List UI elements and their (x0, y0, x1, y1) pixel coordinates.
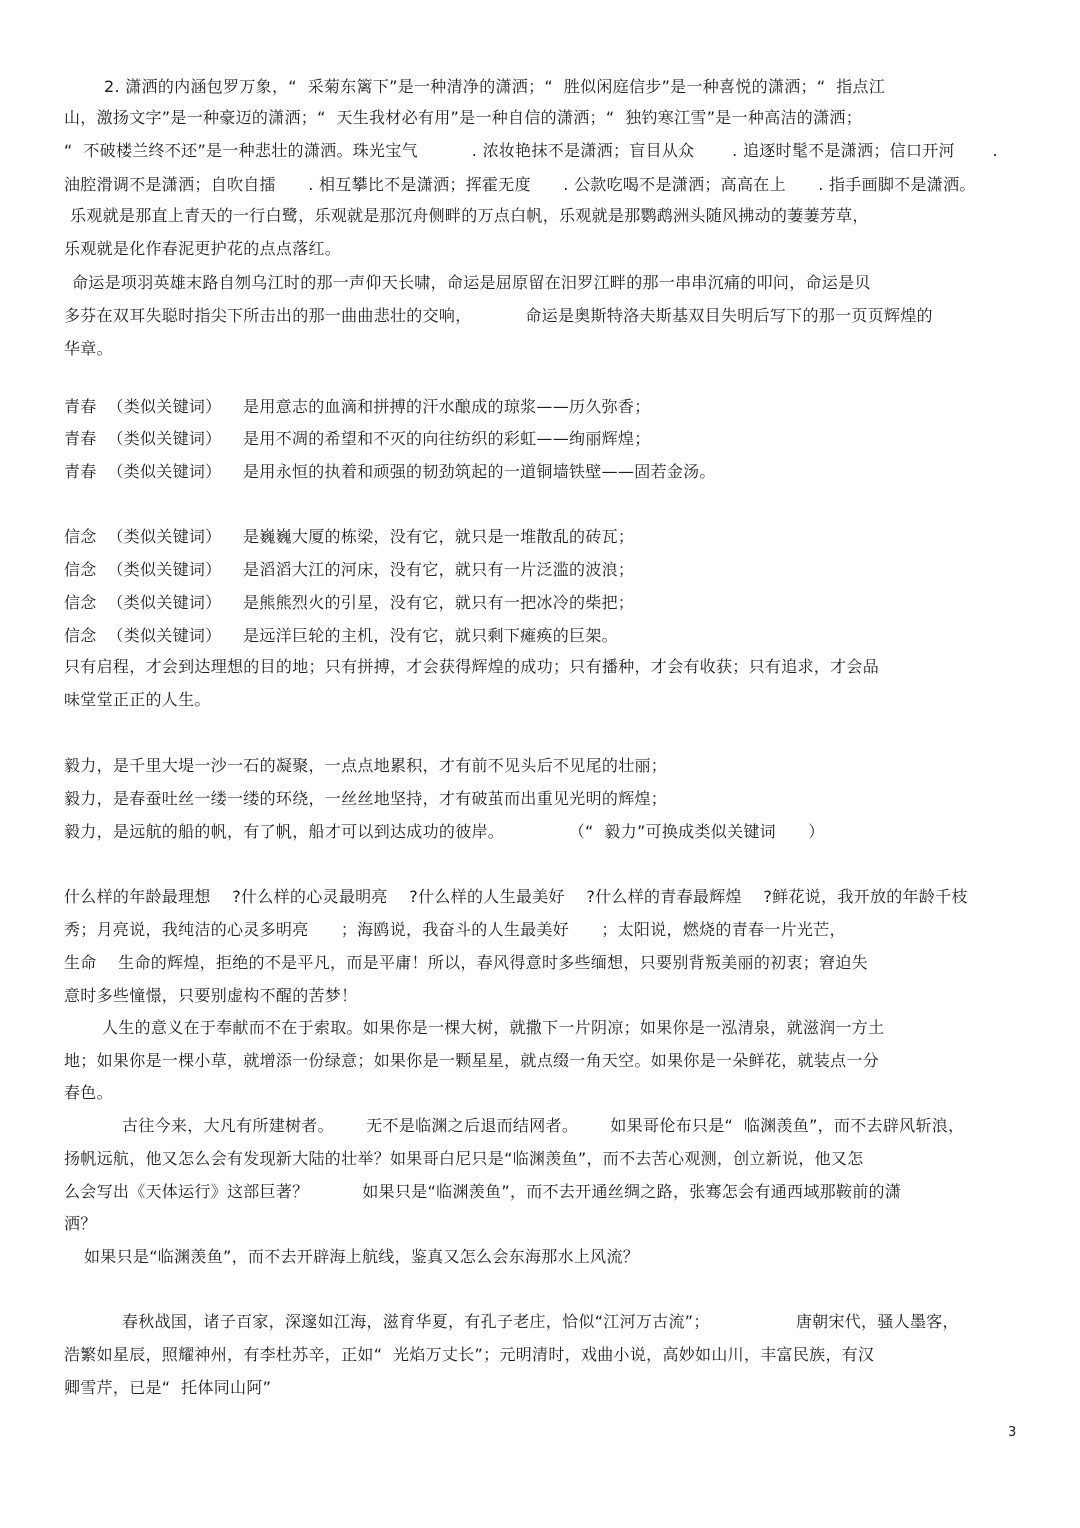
text-line: 青春 （类似关键词） 是用不凋的希望和不灭的向往纺织的彩虹——绚丽辉煌； (64, 429, 651, 448)
text-line: 命运是项羽英雄末路自刎乌江时的那一声仰天长啸，命运是屈原留在汨罗江畔的那一串串沉痛的叩问，命运是贝 (72, 273, 871, 292)
text-line: 味堂堂正正的人生。 (64, 690, 211, 709)
text-line: 信念 （类似关键词） 是熊熊烈火的引星，没有它，就只有一把冰冷的柴把； (64, 593, 635, 612)
text-line: 信念 （类似关键词） 是滔滔大江的河床，没有它，就只有一片泛滥的波浪； (64, 560, 635, 579)
text-line: 乐观就是化作春泥更护花的点点落红。 (64, 239, 342, 258)
text-line: 秀；月亮说，我纯洁的心灵多明亮 ；海鸥说，我奋斗的人生最美好 ；太阳说，燃烧的青春一片光芒， (64, 920, 846, 939)
text-line: 春秋战国，诸子百家，深邃如江海，滋育华夏，有孔子老庄，恰似“江河万古流”； 唐朝宋代，骚人墨客， (122, 1312, 959, 1331)
text-line: 青春 （类似关键词） 是用永恒的执着和顽强的韧劲筑起的一道铜墙铁壁——固若金汤。 (64, 462, 716, 481)
text-line: 如果只是“临渊羡鱼”，而不去开辟海上航线，鉴真又怎么会东海那水上风流？ (84, 1247, 640, 1266)
text-line: 扬帆远航，他又怎么会有发现新大陆的壮举？如果哥白尼只是“临渊羡鱼”，而不去苦心观测，创立新说，他又怎 (64, 1149, 864, 1168)
text-line: 洒？ (64, 1214, 97, 1233)
text-line: 多芬在双耳失聪时指尖下所击出的那一曲曲悲壮的交响， 命运是奥斯特洛夫斯基双目失明后写下的那一页页辉煌的 (64, 306, 933, 325)
text-line: 2. 潇洒的内涵包罗万象，“ 采菊东篱下”是一种清净的潇洒；“ 胜似闲庭信步”是一种喜悦的潇洒；“ 指点江 (104, 77, 886, 96)
text-line: 毅力，是远航的船的帆，有了帆，船才可以到达成功的彼岸。 （“ 毅力”可换成类似关键词 ） (64, 822, 825, 841)
text-line: 意时多些憧憬，只要别虚构不醒的苦梦！ (64, 986, 358, 1005)
text-line: 山，激扬文字”是一种豪迈的潇洒；“ 天生我材必有用”是一种自信的潇洒；“ 独钓寒江雪”是一种高洁的潇洒； (64, 108, 862, 127)
text-line: “ 不破楼兰终不还”是一种悲壮的潇洒。珠光宝气 . 浓妆艳抹不是潇洒；盲目从众 . 追逐时髦不是潇洒；信口开河 . (64, 141, 998, 160)
text-line: 只有启程，才会到达理想的目的地；只有拼搏，才会获得辉煌的成功；只有播种，才会有收获；只有追求，才会品 (64, 657, 880, 676)
text-line: 卿雪芹，已是“ 托体同山阿” (64, 1378, 272, 1397)
text-line: 青春 （类似关键词） 是用意志的血滴和拼搏的汗水酿成的琼浆——历久弥香； (64, 397, 651, 416)
text-line: 浩繁如星辰，照耀神州，有李杜苏辛，正如“ 光焰万丈长”；元明清时，戏曲小说，高妙如山川，丰富民族，有汉 (64, 1345, 875, 1364)
page-number: 3 (1008, 1425, 1017, 1440)
text-line: 生命 生命的辉煌，拒绝的不是平凡，而是平庸！所以，春风得意时多些缅想，只要别背叛美丽的初衷；窘迫失 (64, 953, 868, 972)
text-line: 油腔滑调不是潇洒；自吹自擂 . 相互攀比不是潇洒；挥霍无度 . 公款吃喝不是潇洒；高高在上 . 指手画脚不是潇洒。 (64, 175, 976, 194)
text-line: 乐观就是那直上青天的一行白鹭，乐观就是那沉舟侧畔的万点白帆，乐观就是那鹦鹉洲头随风拂动的萋萋芳草， (70, 206, 869, 225)
text-line: 华章。 (64, 339, 113, 358)
text-line: 信念 （类似关键词） 是远洋巨轮的主机，没有它，就只剩下瘫痪的巨架。 (64, 626, 618, 645)
text-line: 春色。 (64, 1083, 113, 1102)
text-line: 么会写出《天体运行》这部巨著？ 如果只是“临渊羡鱼”，而不去开通丝绸之路，张骞怎会有通西域那鞍前的潇 (64, 1182, 902, 1201)
text-line: 古往今来，大凡有所建树者。 无不是临渊之后退而结网者。 如果哥伦布只是“ 临渊羡鱼”，而不去辟风斩浪， (122, 1116, 965, 1135)
text-line: 毅力，是千里大堤一沙一石的凝聚，一点点地累积，才有前不见头后不见尾的壮丽； (64, 756, 668, 775)
text-line: 毅力，是春蚕吐丝一缕一缕的环绕，一丝丝地坚持，才有破茧而出重见光明的辉煌； (64, 789, 668, 808)
text-line: 人生的意义在于奉献而不在于索取。如果你是一棵大树，就撒下一片阴凉；如果你是一泓清泉，就滋润一方土 (102, 1018, 885, 1037)
text-line: 什么样的年龄最理想 ?什么样的心灵最明亮 ?什么样的人生最美好 ?什么样的青春最辉煌 ?鲜花说，我开放的年龄千枝 (64, 887, 968, 906)
text-line: 信念 （类似关键词） 是巍巍大厦的栋梁，没有它，就只是一堆散乱的砖瓦； (64, 527, 635, 546)
text-line: 地；如果你是一棵小草，就增添一份绿意；如果你是一颗星星，就点缀一角天空。如果你是一朵鲜花，就装点一分 (64, 1051, 880, 1070)
